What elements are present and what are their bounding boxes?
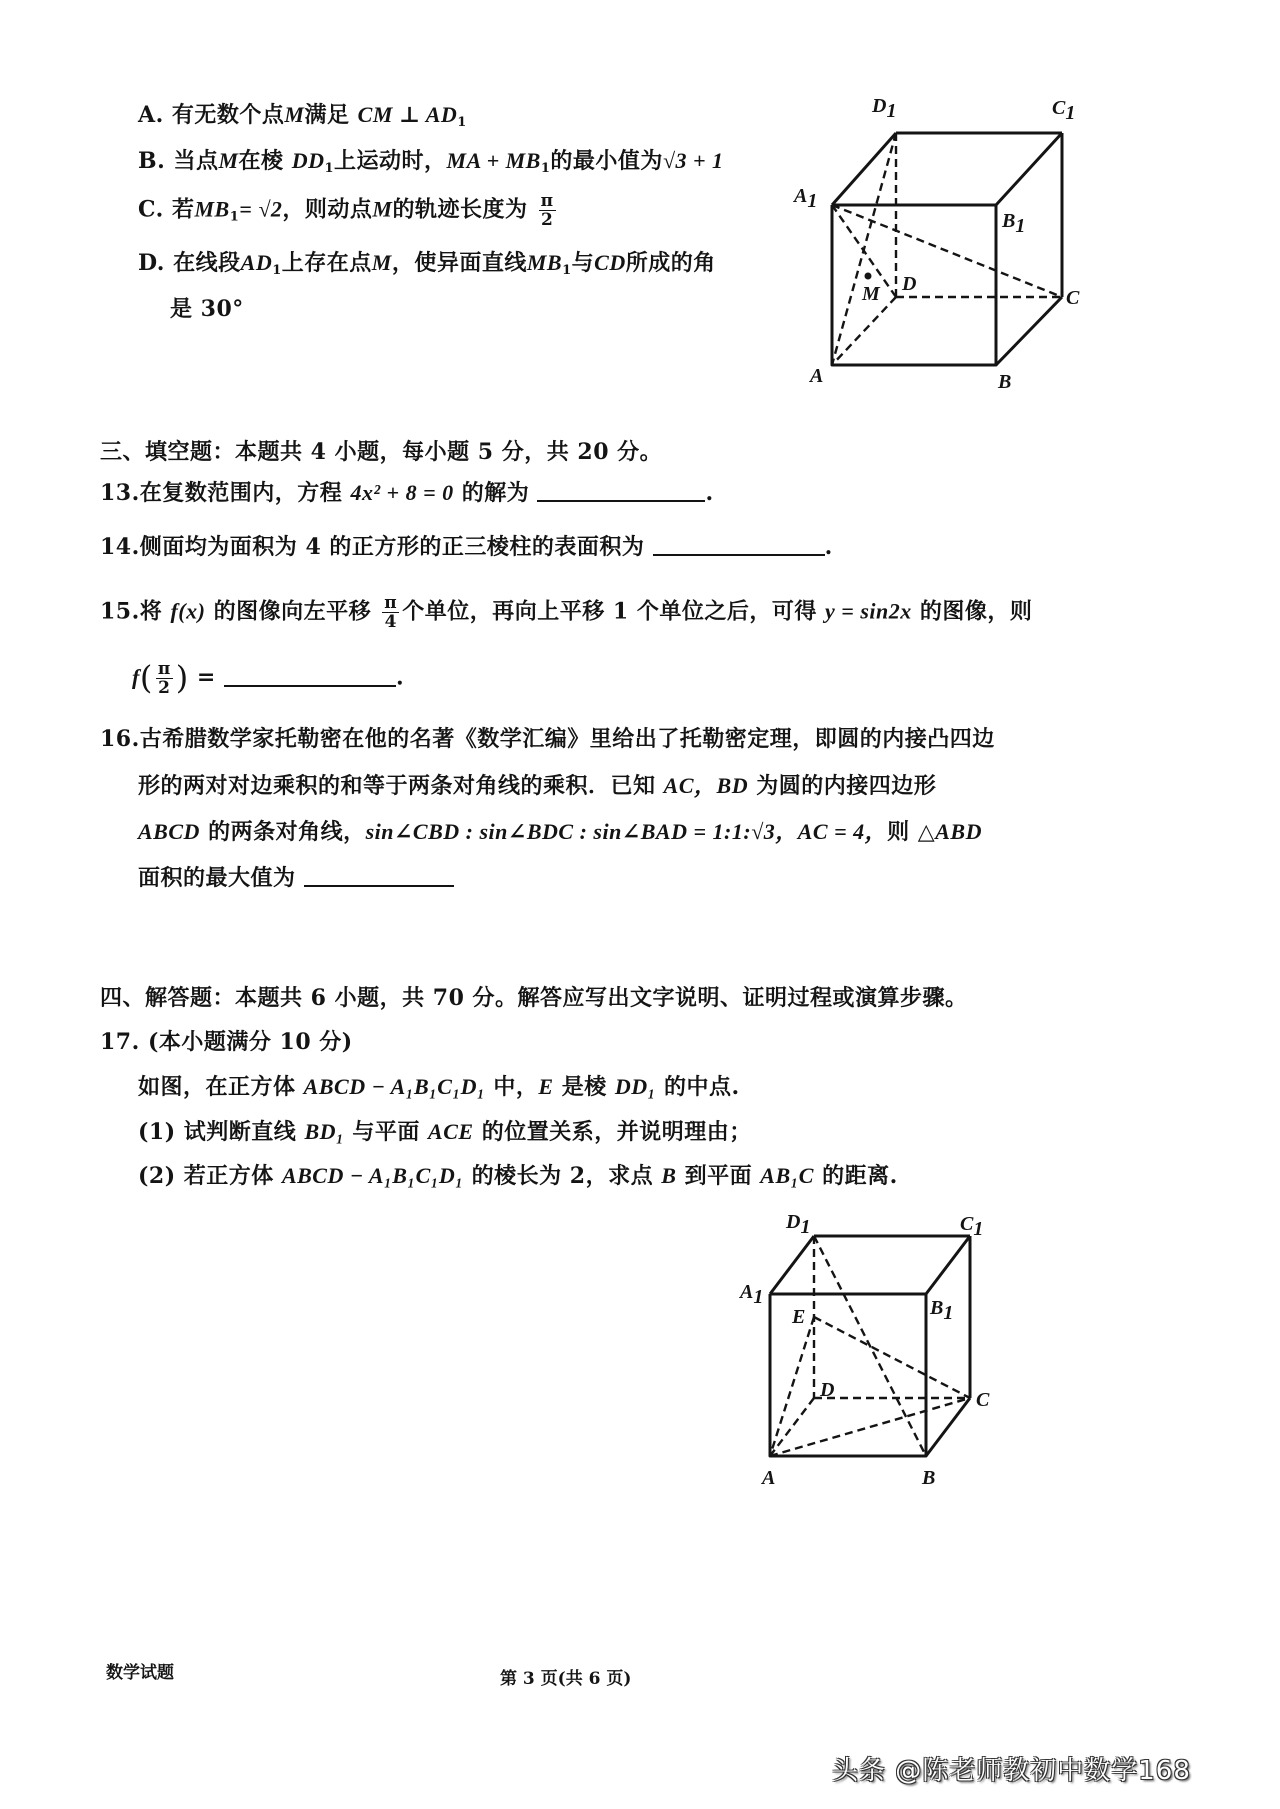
text: 古希腊数学家托勒密在他的名著《数学汇编》里给出了托勒密定理，即圆的内接凸四边 — [139, 726, 995, 752]
question-number: 16. — [100, 726, 140, 752]
subscript: 1 — [540, 161, 551, 176]
question-14 — [100, 532, 833, 562]
label-b1: B1 — [1002, 210, 1026, 237]
math: MB — [194, 196, 230, 222]
option-label: A. — [138, 102, 164, 128]
math: AB₁C — [760, 1163, 814, 1188]
option-d-continued — [170, 294, 244, 324]
footer-page-number — [500, 1664, 631, 1689]
label-b: B — [922, 1467, 936, 1489]
label-a1: A1 — [740, 1281, 764, 1308]
fraction — [539, 192, 556, 229]
text: 是 30° — [170, 296, 244, 322]
subscript: 1 — [272, 263, 282, 278]
question-number: 15. — [100, 598, 140, 625]
left-paren: ( — [139, 658, 153, 697]
option-d — [138, 248, 716, 286]
text: 为圆的内接四边形 — [748, 773, 937, 799]
text: 面积的最大值为 — [138, 865, 296, 891]
label-d1: D1 — [786, 1211, 811, 1238]
question-16-line-4 — [138, 863, 454, 893]
text: 个单位，再向上平移 1 个单位之后，可得 — [402, 598, 826, 625]
label-b: B — [998, 371, 1012, 393]
page-text: 第 3 页(共 6 页) — [500, 1669, 632, 1689]
text: 则 △ — [887, 819, 936, 845]
fraction — [156, 660, 173, 697]
label-c1: C1 — [1052, 97, 1076, 124]
question-15 — [100, 594, 1032, 631]
text: 当点 — [173, 148, 219, 174]
text: 中， — [485, 1074, 539, 1100]
label-c: C — [1066, 287, 1080, 309]
text: 与 — [571, 250, 595, 276]
label-d: D — [820, 1379, 835, 1401]
label-a: A — [762, 1467, 776, 1489]
footer-subject — [106, 1658, 174, 1683]
option-b — [138, 146, 724, 184]
text: 上运动时， — [334, 148, 447, 174]
label-e: E — [792, 1306, 806, 1328]
text: 形的两对对边乘积的和等于两条对角线的乘积．已知 — [138, 773, 664, 799]
math: ABD — [935, 819, 982, 844]
math: CM ⊥ AD — [357, 102, 458, 127]
watermark-text: 头条 @陈老师教初中数学168 — [832, 1756, 1191, 1786]
question-17-header — [100, 1027, 353, 1057]
question-number: 14. — [100, 534, 140, 560]
question-17-part-1 — [138, 1117, 752, 1147]
text: 在线段 — [173, 250, 241, 276]
numerator: π — [384, 593, 398, 613]
label-d: D — [902, 273, 917, 295]
math: B — [661, 1163, 677, 1188]
option-label: C. — [138, 196, 164, 223]
text: . — [705, 480, 714, 506]
heading-text: 三、填空题：本题共 4 小题，每小题 5 分，共 20 分。 — [100, 439, 663, 465]
score-note: (本小题满分 10 分) — [147, 1029, 353, 1055]
text: 到平面 — [676, 1163, 761, 1189]
math: M — [218, 148, 239, 173]
math: sin∠CBD : sin∠BDC : sin∠BAD = 1:1:√3，AC = 4， — [365, 819, 888, 844]
question-13 — [100, 478, 714, 508]
math: √3 + 1 — [662, 148, 724, 173]
text: 将 — [139, 598, 171, 625]
section-3-heading — [100, 437, 662, 467]
math: M — [371, 250, 392, 275]
math: DD — [291, 148, 325, 173]
math: = √2 — [239, 196, 283, 222]
text: 的轨迹长度为 — [392, 196, 528, 223]
text: 的位置关系，并说明理由； — [473, 1119, 752, 1145]
math: M — [284, 102, 305, 127]
option-a — [138, 100, 467, 138]
cube-figure-1 — [790, 90, 1090, 393]
text: 侧面均为面积为 4 的正方形的正三棱柱的表面积为 — [139, 534, 645, 560]
cube-figure-2 — [740, 1211, 1020, 1500]
text: 的图像，则 — [911, 598, 1033, 625]
right-paren: ) — [175, 658, 189, 697]
question-17-part-2 — [138, 1161, 898, 1191]
text: 所成的角 — [625, 250, 716, 276]
option-label: B. — [138, 148, 166, 174]
denominator: 2 — [158, 678, 171, 698]
subscript: 1 — [229, 209, 240, 225]
subscript: 1 — [562, 263, 572, 278]
label-a1: A1 — [794, 185, 818, 212]
answer-blank-14[interactable] — [653, 532, 825, 556]
answer-blank-15[interactable] — [224, 663, 396, 687]
math: f — [132, 664, 140, 690]
math: y = sin2x — [825, 598, 912, 624]
math: ACE — [428, 1119, 474, 1144]
question-number: 17. — [100, 1029, 140, 1055]
text: (1) 试判断直线 — [138, 1119, 305, 1145]
denominator: 2 — [540, 210, 554, 230]
text: . — [824, 534, 833, 560]
numerator: π — [540, 191, 554, 211]
math: ABCD − A₁B₁C₁D₁ — [281, 1163, 464, 1188]
text: 是棱 — [553, 1074, 615, 1100]
math: MA + MB — [446, 148, 541, 173]
label-c: C — [976, 1389, 990, 1411]
math: BD₁ — [304, 1119, 345, 1144]
math: f(x) — [170, 598, 206, 624]
option-label: D. — [138, 250, 165, 276]
question-number: 13. — [100, 480, 140, 506]
option-c — [138, 192, 559, 233]
text: (2) 若正方体 — [138, 1163, 282, 1189]
math: ABCD — [138, 819, 200, 844]
question-17-intro — [138, 1072, 740, 1102]
text: 与平面 — [344, 1119, 429, 1145]
point-m-dot — [865, 273, 872, 280]
text: 的中点. — [655, 1074, 740, 1100]
question-16-line-1 — [100, 724, 995, 754]
math: AD — [240, 250, 273, 275]
text: 的最小值为 — [550, 148, 663, 174]
subscript: 1 — [457, 115, 467, 130]
text: 在棱 — [238, 148, 284, 174]
text: 满足 — [304, 102, 350, 128]
text: 上存在点 — [281, 250, 372, 276]
label-m: M — [862, 283, 880, 305]
text: ，则动点 — [282, 196, 373, 223]
section-4-heading — [100, 983, 968, 1013]
watermark — [832, 1750, 1191, 1787]
math: E — [538, 1074, 554, 1099]
text: 的图像向左平移 — [205, 598, 372, 625]
heading-text: 四、解答题：本题共 6 小题，共 70 分。解答应写出文字说明、证明过程或演算步骤。 — [100, 985, 968, 1011]
text: . — [396, 664, 405, 691]
math: 4x² + 8 = 0 — [350, 480, 454, 505]
numerator: π — [157, 659, 171, 679]
cube-diagram-1 — [790, 90, 1090, 393]
answer-blank-16[interactable] — [304, 863, 454, 887]
math: AC，BD — [663, 773, 749, 798]
math: M — [372, 196, 393, 222]
question-16-line-2 — [138, 771, 936, 801]
text: 的两条对角线， — [199, 819, 366, 845]
label-c1: C1 — [960, 1213, 984, 1240]
math: MB — [526, 250, 563, 275]
label-b1: B1 — [930, 1297, 954, 1324]
math: DD₁ — [614, 1074, 656, 1099]
text: 如图，在正方体 — [138, 1074, 304, 1100]
question-16-line-3 — [138, 817, 982, 847]
text: 的棱长为 2，求点 — [463, 1163, 662, 1189]
text: 在复数范围内，方程 — [139, 480, 351, 506]
answer-blank-13[interactable] — [537, 478, 705, 502]
denominator: 4 — [384, 612, 397, 632]
text: 若 — [171, 196, 195, 223]
text: 有无数个点 — [171, 102, 285, 128]
text: 的解为 — [453, 480, 530, 506]
cube-diagram-2 — [740, 1211, 1020, 1500]
math: ABCD − A₁B₁C₁D₁ — [303, 1074, 486, 1099]
subject-text: 数学试题 — [106, 1663, 174, 1683]
text: ，使异面直线 — [391, 250, 527, 276]
math: = — [188, 664, 216, 691]
question-15-answer-line — [132, 660, 404, 697]
label-a: A — [810, 365, 824, 387]
fraction — [382, 594, 399, 631]
text: 的距离. — [813, 1163, 898, 1189]
math: CD — [594, 250, 626, 275]
subscript: 1 — [324, 161, 335, 176]
label-d1: D1 — [872, 95, 897, 122]
